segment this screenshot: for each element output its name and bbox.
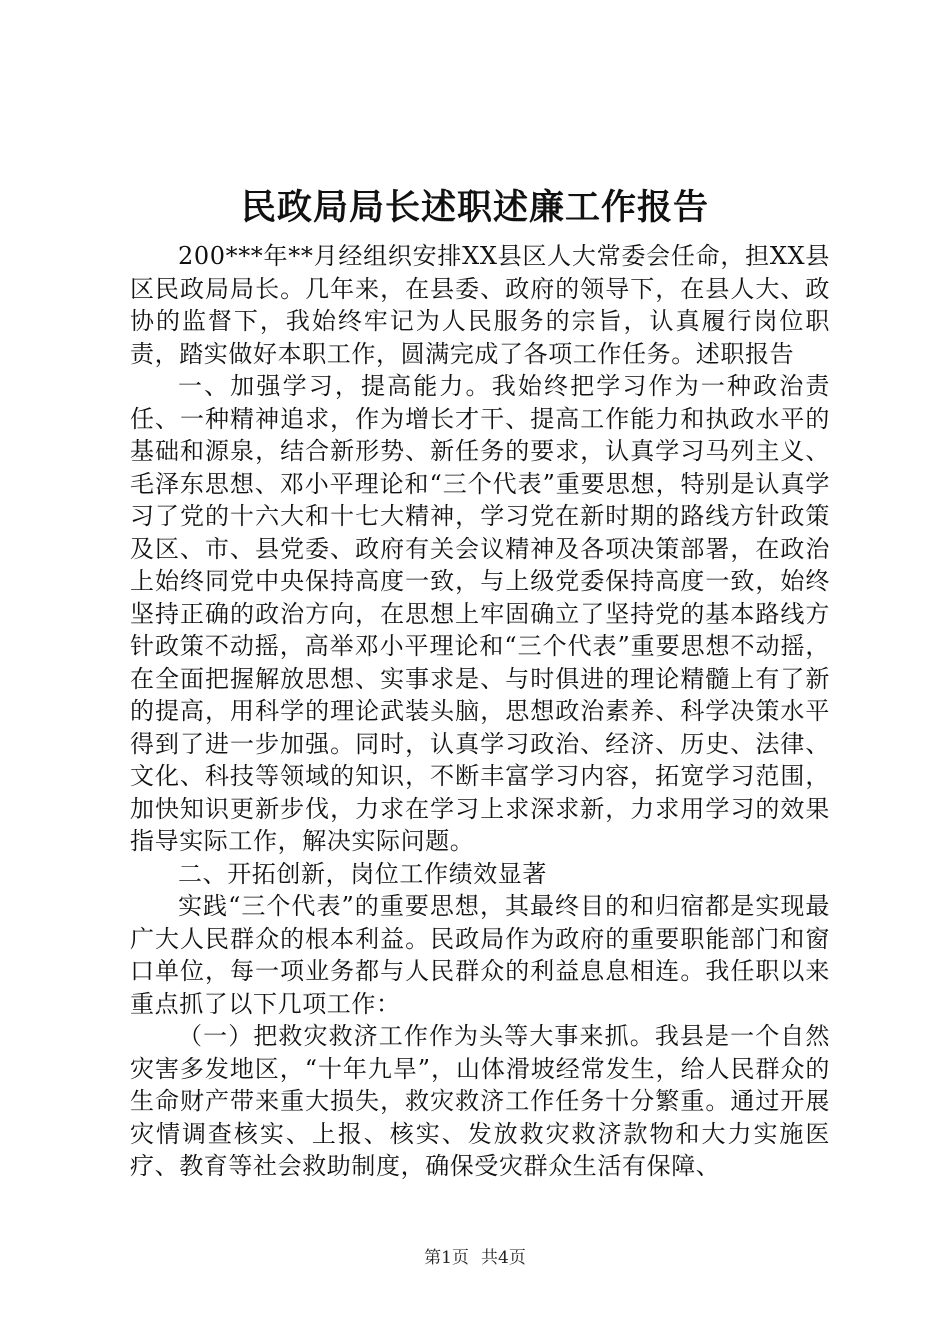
document-body (130, 240, 830, 1183)
page-footer (0, 1247, 950, 1269)
document-title: 民政局局长述职述廉工作报告 (240, 187, 709, 228)
page-number-total: 共4页 (481, 1248, 526, 1268)
page-number-current: 第1页 (424, 1248, 469, 1268)
paragraph-intro: 200***年**月经组织安排XX县区人大常委会任命，担XX县区民政局局长。几年来，在县委、政府的领导下，在县人大、政协的监督下，我始终牢记为人民服务的宗旨，认真履行岗位职责，踏实做好本职工作，圆满完成了各项工作任务。述职报告 (130, 242, 830, 368)
paragraph-section-2-body: 实践“三个代表”的重要思想，其最终目的和归宿都是实现最广大人民群众的根本利益。民政局作为政府的重要职能部门和窗口单位，每一项业务都与人民群众的利益息息相连。我任职以来重点抓了以下几项工作： (130, 892, 830, 1018)
paragraph-section-1: 一、加强学习，提高能力。我始终把学习作为一种政治责任、一种精神追求，作为增长才干、提高工作能力和执政水平的基础和源泉，结合新形势、新任务的要求，认真学习马列主义、毛泽东思想、邓小平理论和“三个代表”重要思想，特别是认真学习了党的十六大和十七大精神，学习党在新时期的路线方针政策及区、市、县党委、政府有关会议精神及各项决策部署，在政治上始终同党中央保持高度一致，与上级党委保持高度一致，始终坚持正确的政治方向，在思想上牢固确立了坚持党的基本路线方针政策不动摇，高举邓小平理论和“三个代表”重要思想不动摇，在全面把握解放思想、实事求是、与时俱进的理论精髓上有了新的提高，用科学的理论武装头脑，思想政治素养、科学决策水平得到了进一步加强。同时，认真学习政治、经济、历史、法律、文化、科技等领域的知识，不断丰富学习内容，拓宽学习范围，加快知识更新步伐，力求在学习上求深求新，力求用学习的效果指导实际工作，解决实际问题。 (130, 372, 830, 855)
paragraph-section-2-heading: 二、开拓创新，岗位工作绩效显著 (178, 859, 547, 888)
paragraph-subsection-1: （一）把救灾救济工作作为头等大事来抓。我县是一个自然灾害多发地区，“十年九旱”，山体滑坡经常发生，给人民群众的生命财产带来重大损失，救灾救济工作任务十分繁重。通过开展灾情调查核实、上报、核实、发放救灾救济款物和大力实施医疗、教育等社会救助制度，确保受灾群众生活有保障、 (130, 1022, 830, 1180)
